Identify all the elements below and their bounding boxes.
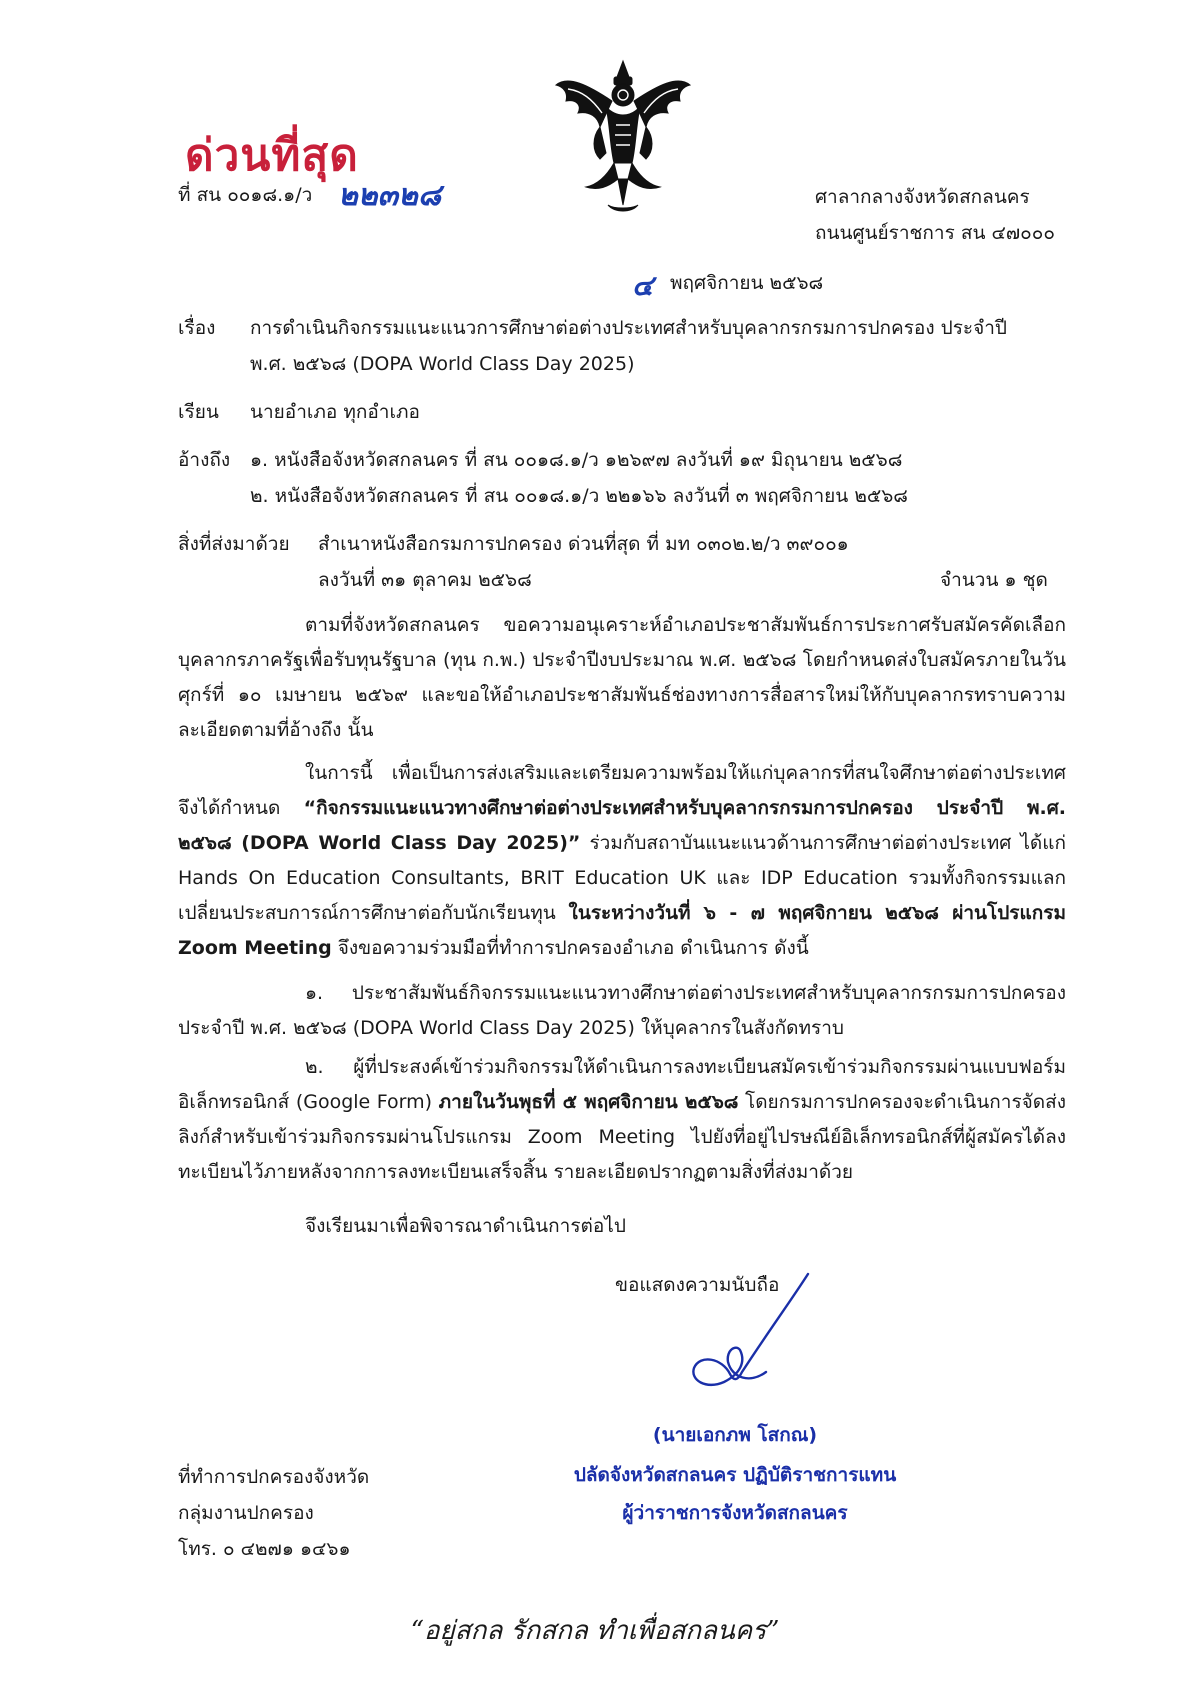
urgency-stamp: ด่วนที่สุด bbox=[185, 130, 359, 181]
signatory-title-2-wrap bbox=[540, 1498, 930, 1528]
enclosure-line1: สำเนาหนังสือกรมการปกครอง ด่วนที่สุด ที่ มท ๐๓๐๒.๒/ว ๓๙๐๐๑ bbox=[318, 533, 849, 555]
signatory-title-2: ผู้ว่าราชการจังหวัดสกลนคร bbox=[622, 1502, 848, 1524]
body-paragraph-3 bbox=[178, 976, 1066, 1046]
body-paragraph-2-partners: ร่วมกับสถาบันแนะแนวด้านการศึกษาต่อต่างประเทศ ได้แก่ Hands On Education Consultants, BRIT Education UK และ IDP Education รวมทั้งกิจกรรมแลกเปลี่ยนประสบการณ์การศึกษาต่อกับนักเรียนทุน bbox=[178, 832, 1066, 924]
subject-line1: การดำเนินกิจกรรมแนะแนวการศึกษาต่อต่างประเทศสำหรับบุคลากรกรมการปกครอง ประจำปี bbox=[250, 317, 1007, 339]
garuda-emblem-icon bbox=[548, 55, 698, 220]
body-paragraph-4-details: โดยกรมการปกครองจะดำเนินการจัดส่งลิงก์สำหรับเข้าร่วมกิจกรรมผ่านโปรแกรม Zoom Meeting ไปยังที่อยู่ไปรษณีย์อิเล็กทรอนิกส์ที่ผู้สมัครได้ลงทะเบียนไว้ภายหลังจากการลงทะเบียนเสร็จสิ้น รายละเอียดปรากฏตามสิ่งที่ส่งมาด้วย bbox=[178, 1091, 1067, 1183]
closing-sentence: จึงเรียนมาเพื่อพิจารณาดำเนินการต่อไป bbox=[305, 1215, 626, 1237]
subject-line2: พ.ศ. ๒๕๖๘ (DOPA World Class Day 2025) bbox=[250, 353, 635, 375]
sender-address-line2: ถนนศูนย์ราชการ สน ๔๗๐๐๐ bbox=[815, 222, 1055, 244]
signatory-title-1: ปลัดจังหวัดสกลนคร ปฏิบัติราชการแทน bbox=[573, 1464, 897, 1486]
office-line2: กลุ่มงานปกครอง bbox=[178, 1502, 314, 1524]
enclosure-quantity: จำนวน ๑ ชุด bbox=[940, 569, 1048, 591]
recipient-label: เรียน bbox=[178, 401, 219, 423]
body-paragraph-4 bbox=[178, 1050, 1066, 1190]
document-number-handwritten: ๒๒๓๒๘ bbox=[338, 178, 441, 213]
office-phone: โทร. ๐ ๔๒๗๑ ๑๔๖๑ bbox=[178, 1538, 351, 1560]
signatory-block bbox=[540, 1420, 930, 1450]
event-dates: ในระหว่างวันที่ ๖ - ๗ พฤศจิกายน ๒๕๖๘ ผ่านโปรแกรม Zoom Meeting bbox=[178, 902, 1066, 959]
body-paragraph-3-text: ๑. ประชาสัมพันธ์กิจกรรมแนะแนวทางศึกษาต่อต่างประเทศสำหรับบุคลากรกรมการปกครองประจำปี พ.ศ. ๒๕๖๘ (DOPA World Class Day 2025) ให้บุคลากรในสังกัดทราบ bbox=[178, 982, 1066, 1039]
date-day-handwritten: ๔ bbox=[632, 269, 654, 302]
document-number-label: ที่ สน ๐๐๑๘.๑/ว bbox=[178, 184, 313, 206]
regards-text: ขอแสดงความนับถือ bbox=[615, 1274, 780, 1296]
body-paragraph-1-text: ตามที่จังหวัดสกลนคร ขอความอนุเคราะห์อำเภอประชาสัมพันธ์การประกาศรับสมัครคัดเลือกบุคลากรภาครัฐเพื่อรับทุนรัฐบาล (ทุน ก.พ.) ประจำปีงบประมาณ พ.ศ. ๒๕๖๘ โดยกำหนดส่งใบสมัครภายในวันศุกร์ที่ ๑๐ เมษายน ๒๕๖๙ และขอให้อำเภอประชาสัมพันธ์ช่องทางการสื่อสารใหม่ให้กับบุคลากรทราบความละเอียดตามที่อ้างถึง นั้น bbox=[178, 614, 1066, 741]
body-paragraph-2 bbox=[178, 756, 1066, 966]
references-label: อ้างถึง bbox=[178, 449, 231, 471]
registration-deadline: ภายในวันพุธที่ ๕ พฤศจิกายน ๒๕๖๘ bbox=[438, 1091, 739, 1113]
reference-item: ๒. หนังสือจังหวัดสกลนคร ที่ สน ๐๐๑๘.๑/ว ๒๒๑๖๖ ลงวันที่ ๓ พฤศจิกายน ๒๕๖๘ bbox=[250, 485, 908, 507]
body-paragraph-4-intro: ๒. ผู้ที่ประสงค์เข้าร่วมกิจกรรมให้ดำเนินการลงทะเบียนสมัครเข้าร่วมกิจกรรมผ่านแบบฟอร์มอิเล็กทรอนิกส์ (Google Form) bbox=[178, 1056, 1066, 1113]
signatory-name: (นายเอกภพ โสกณ) bbox=[652, 1424, 818, 1446]
reference-item: ๑. หนังสือจังหวัดสกลนคร ที่ สน ๐๐๑๘.๑/ว ๑๒๖๙๗ ลงวันที่ ๑๙ มิถุนายน ๒๕๖๘ bbox=[250, 449, 903, 471]
recipient-value: นายอำเภอ ทุกอำเภอ bbox=[250, 401, 420, 423]
provincial-motto: “อยู่สกล รักสกล ทำเพื่อสกลนคร” bbox=[410, 1616, 780, 1646]
handwritten-signature bbox=[680, 1268, 820, 1400]
body-paragraph-2-request: จึงขอความร่วมมือที่ทำการปกครองอำเภอ ดำเนินการ ดังนี้ bbox=[331, 937, 809, 959]
sender-address-line1: ศาลากลางจังหวัดสกลนคร bbox=[815, 186, 1030, 208]
office-line1: ที่ทำการปกครองจังหวัด bbox=[178, 1466, 370, 1488]
date-month-year: พฤศจิกายน ๒๕๖๘ bbox=[670, 272, 824, 294]
body-paragraph-2-intro: ในการนี้ เพื่อเป็นการส่งเสริมและเตรียมความพร้อมให้แก่บุคลากรที่สนใจศึกษาต่อต่างประเทศจึงได้กำหนด bbox=[178, 762, 1066, 819]
subject-label: เรื่อง bbox=[178, 317, 216, 339]
signatory-title-1-wrap bbox=[510, 1460, 960, 1490]
body-paragraph-1 bbox=[178, 608, 1066, 748]
event-name: “กิจกรรมแนะแนวทางศึกษาต่อต่างประเทศสำหรับบุคลากรกรมการปกครอง ประจำปี พ.ศ. ๒๕๖๘ (DOPA World Class Day 2025)” bbox=[178, 797, 1066, 854]
enclosure-label: สิ่งที่ส่งมาด้วย bbox=[178, 533, 290, 555]
enclosure-line2: ลงวันที่ ๓๑ ตุลาคม ๒๕๖๘ bbox=[318, 569, 532, 591]
